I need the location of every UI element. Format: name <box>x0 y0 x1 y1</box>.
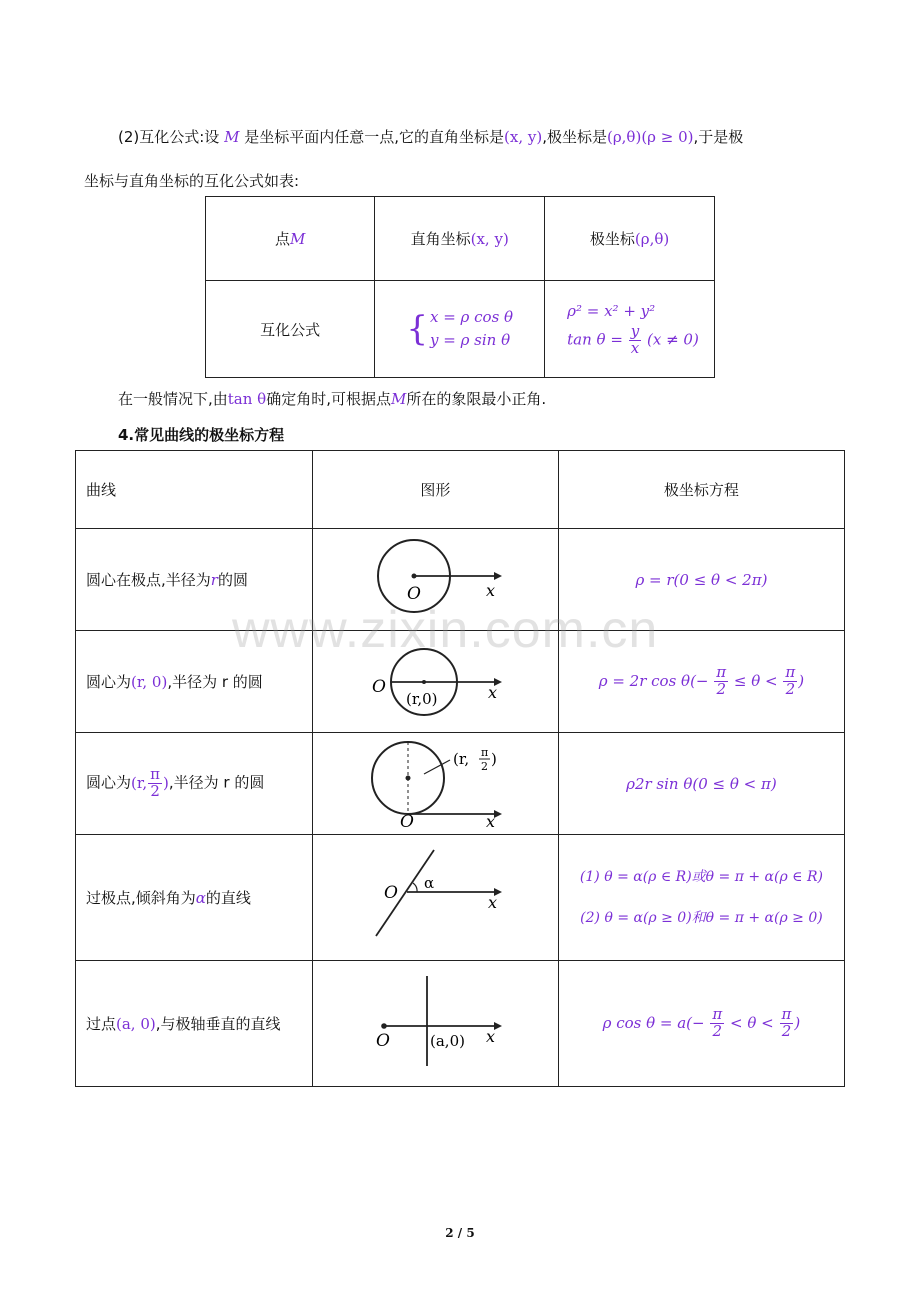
svg-text:O: O <box>406 584 421 604</box>
svg-text:α: α <box>423 874 435 892</box>
svg-text:(r,: (r, <box>452 750 470 768</box>
svg-text:x: x <box>485 812 495 829</box>
equation-5: ρ cos θ = a(− $\frac{\pi}{2}$ < θ < $\frac{\pi}{2}$ ) <box>558 961 844 1087</box>
curve-name-4: 过极点,倾斜角为α的直线 <box>76 835 313 961</box>
intro-line-1: (2)互化公式:设 M 是坐标平面内任意一点,它的直角坐标是(x, y),极坐标是(ρ,θ)(ρ ≥ 0),于是极 <box>118 128 744 146</box>
intro-line-2: 坐标与直角坐标的互化公式如表: <box>84 172 300 190</box>
svg-text:x: x <box>487 893 497 912</box>
figure-3 <box>312 733 558 835</box>
header-polar: 极坐标(ρ,θ) <box>545 197 715 281</box>
header-curve: 曲线 <box>76 451 313 529</box>
svg-text:x: x <box>487 683 497 702</box>
watermark: www.zixin.com.cn <box>232 601 659 659</box>
circle-on-axis-figure <box>314 632 557 727</box>
formula-label: 互化公式 <box>206 281 375 378</box>
svg-text:O: O <box>371 677 386 697</box>
equation-1: ρ = r(0 ≤ θ < 2π) <box>558 529 844 631</box>
figure-1 <box>312 529 558 631</box>
line-through-pole-figure <box>314 836 557 955</box>
note-line: 在一般情况下,由tan θ确定角时,可根据点M所在的象限最小正角. <box>118 390 547 408</box>
header-point: 点M <box>206 197 375 281</box>
svg-text:(a,0): (a,0) <box>429 1032 465 1050</box>
svg-text:2: 2 <box>480 760 488 773</box>
page-number: 2 / 5 <box>445 1226 475 1240</box>
formula-rect-to-polar: { x = ρ cos θ y = ρ sin θ <box>375 281 545 378</box>
header-figure: 图形 <box>312 451 558 529</box>
header-rect: 直角坐标(x, y) <box>375 197 545 281</box>
conversion-table <box>205 196 715 378</box>
circle-at-pole-figure <box>314 530 557 625</box>
section-title: 4.常见曲线的极坐标方程 <box>118 426 285 444</box>
svg-text:): ) <box>490 750 497 768</box>
figure-2 <box>312 631 558 733</box>
equation-4: (1) θ = α(ρ ∈ R)或θ = π + α(ρ ∈ R) (2) θ = α(ρ ≥ 0)和θ = π + α(ρ ≥ 0) <box>558 835 844 961</box>
circle-tangent-figure <box>314 734 557 829</box>
figure-4 <box>312 835 558 961</box>
svg-text:(r,0): (r,0) <box>405 690 438 708</box>
curve-name-5: 过点(a, 0),与极轴垂直的直线 <box>76 961 313 1087</box>
svg-text:O: O <box>375 1031 390 1051</box>
figure-5 <box>312 961 558 1087</box>
header-equation: 极坐标方程 <box>558 451 844 529</box>
curve-name-3: 圆心为(r, $\frac{\pi}{2}$ ),半径为 r 的圆 <box>76 733 313 835</box>
vertical-line-figure <box>314 962 557 1081</box>
equation-3: ρ2r sin θ(0 ≤ θ < π) <box>558 733 844 835</box>
equation-2: ρ = 2r cos θ(− $\frac{\pi}{2}$ ≤ θ < $\frac{\pi}{2}$ ) <box>558 631 844 733</box>
curve-name-2: 圆心为(r, 0),半径为 r 的圆 <box>76 631 313 733</box>
formula-polar-to-rect: ρ² = x² + y² tan θ = $\frac{y}{x}$ (x ≠ 0) <box>545 281 715 378</box>
svg-text:π: π <box>480 746 489 759</box>
svg-text:x: x <box>485 581 495 600</box>
svg-text:O: O <box>399 812 414 829</box>
curves-table <box>75 450 845 1087</box>
curve-name-1: 圆心在极点,半径为r的圆 <box>76 529 313 631</box>
svg-text:O: O <box>383 883 398 903</box>
svg-text:x: x <box>485 1027 495 1046</box>
